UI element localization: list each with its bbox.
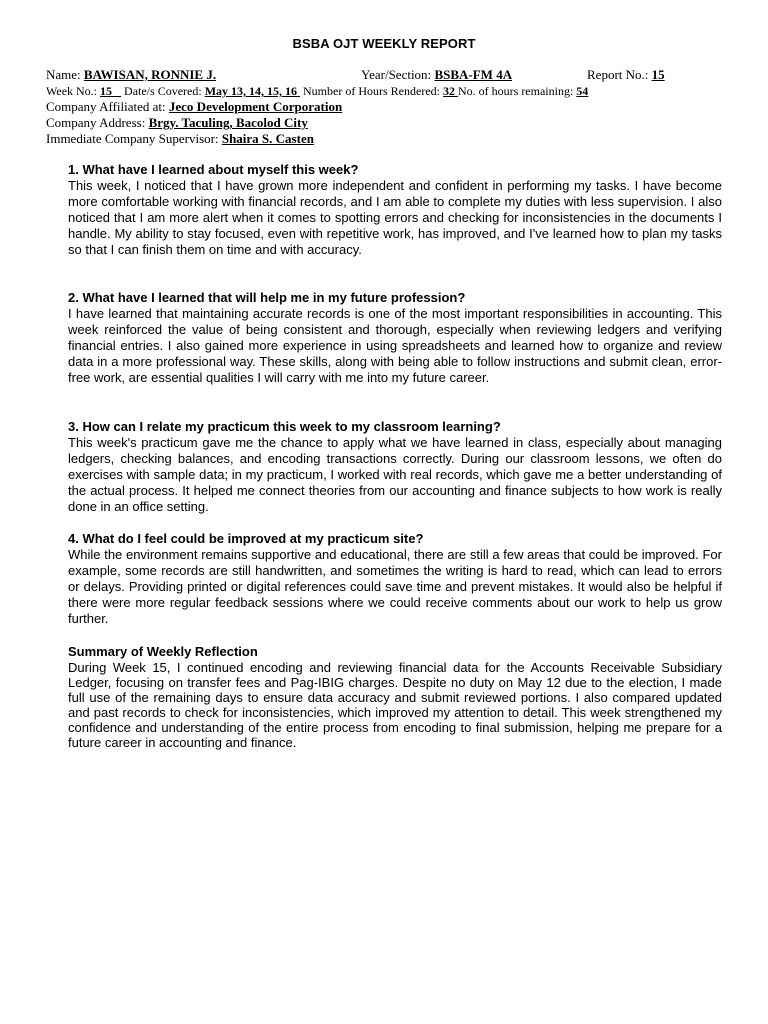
supervisor-label: Immediate Company Supervisor: — [46, 131, 219, 146]
report-number-line — [587, 67, 665, 83]
section-question: 2. What have I learned that will help me in my future profession? — [68, 290, 466, 305]
company-label: Company Affiliated at: — [46, 99, 166, 114]
supervisor-value: Shaira S. Casten — [221, 131, 314, 146]
summary-section — [68, 644, 722, 750]
section-4 — [68, 531, 722, 627]
name-value: BAWISAN, RONNIE J. — [83, 67, 217, 82]
company-line — [46, 99, 342, 115]
dates-label: Date/s Covered: — [124, 84, 202, 98]
section-answer: I have learned that maintaining accurate records is one of the most important responsibilities in accounting. This week reinforced the value of being consistent and thorough, especially when reviewing ledgers and verifying financial entries. I also gained more experience in using spreadsheets and learned how to organize and review data in a more professional way. These skills, along with being able to follow instructions and submit clean, error-free work, are essential qualities I will carry with me into my future career. — [68, 306, 722, 385]
week-label: Week No.: — [46, 84, 98, 98]
year-label: Year/Section: — [361, 67, 432, 82]
supervisor-line — [46, 131, 314, 147]
week-line — [46, 83, 588, 99]
address-label: Company Address: — [46, 115, 146, 130]
section-3 — [68, 419, 722, 515]
company-value: Jeco Development Corporation — [168, 99, 343, 114]
section-question: 4. What do I feel could be improved at my practicum site? — [68, 531, 424, 546]
name-line — [46, 67, 216, 83]
address-value: Brgy. Taculing, Bacolod City — [148, 115, 308, 130]
section-answer: This week, I noticed that I have grown more independent and confident in performing my tasks. I have become more comfortable working with financial records, and I am able to complete my duties with less supervision. I also noticed that I am more alert when it comes to spotting errors and checking for inconsistencies in the documents I handle. My ability to stay focused, even with repetitive work, has improved, and I've learned how to plan my tasks so that I can finish them on time and with accuracy. — [68, 178, 722, 257]
hours-label: Number of Hours Rendered: — [303, 84, 440, 98]
year-section-line — [361, 67, 512, 83]
summary-text: During Week 15, I continued encoding and reviewing financial data for the Accounts Receivable Subsidiary Ledger, focusing on transfer fees and Pag-IBIG charges. Despite no duty on May 12 due to the election, I made full use of the remaining days to ensure data accuracy and submit reviewed portions. I also compared updated and past records to check for inconsistencies, which improved my attention to detail. This week strengthened my confidence and understanding of the entire process from encoding to final submission, helping me prepare for a future career in accounting and finance. — [68, 660, 722, 750]
hours-value: 32 — [442, 84, 455, 98]
report-label: Report No.: — [587, 67, 649, 82]
section-2 — [68, 290, 722, 386]
section-question: 3. How can I relate my practicum this week to my classroom learning? — [68, 419, 501, 434]
report-value: 15 — [651, 67, 665, 82]
section-1 — [68, 162, 722, 258]
dates-value: May 13, 14, 15, 16 — [204, 84, 298, 98]
remaining-label: No. of hours remaining: — [457, 84, 574, 98]
section-answer: While the environment remains supportive and educational, there are still a few areas that could be improved. For example, some records are still handwritten, and sometimes the writing is hard to read, which can lead to errors or delays. Providing printed or digital references could save time and prevent mistakes. It would also be helpful if there were more regular feedback sessions where we could receive comments about our work to help us grow further. — [68, 547, 722, 626]
section-question: 1. What have I learned about myself this week? — [68, 162, 359, 177]
address-line — [46, 115, 308, 131]
remaining-value: 54 — [576, 84, 589, 98]
week-value: 15 — [100, 84, 113, 98]
section-answer: This week's practicum gave me the chance to apply what we have learned in class, especially about managing ledgers, checking balances, and encoding transactions correctly. During our classroom lessons, we often do exercises with sample data; in my practicum, I worked with real records, which gave me a better understanding of the actual process. It helped me connect theories from our accounting and finance subjects to how work is really done in an office setting. — [68, 435, 722, 514]
name-label: Name: — [46, 67, 81, 82]
report-title: BSBA OJT WEEKLY REPORT — [292, 36, 476, 51]
year-value: BSBA-FM 4A — [434, 67, 513, 82]
summary-heading: Summary of Weekly Reflection — [68, 644, 258, 659]
